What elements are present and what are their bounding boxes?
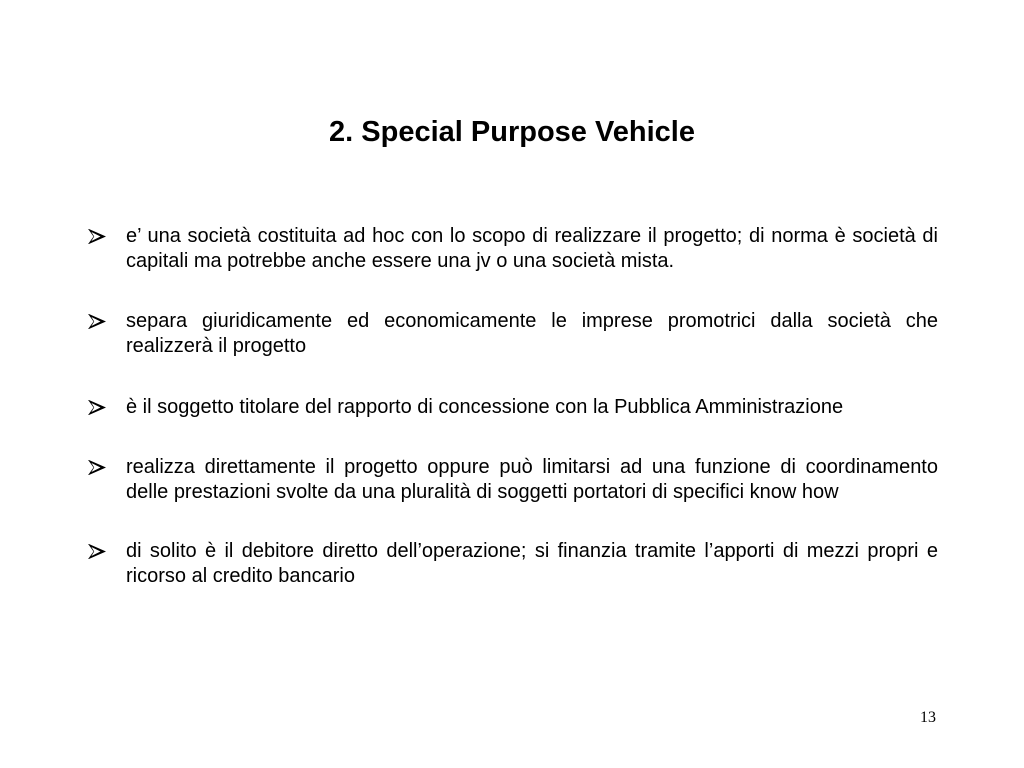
bullet-item xyxy=(88,395,938,420)
bullet-text: realizza direttamente il progetto oppure può limitarsi ad una funzione di coordinamento delle prestazioni svolte da una pluralità di soggetti portatori di specifici know how xyxy=(126,456,938,503)
bullet-text: separa giuridicamente ed economicamente le imprese promotrici dalla società che realizzerà il progetto xyxy=(126,310,938,357)
arrowhead-bullet-icon xyxy=(88,224,108,249)
bullet-text: e’ una società costituita ad hoc con lo scopo di realizzare il progetto; di norma è società di capitali ma potrebbe anche essere una jv o una società mista. xyxy=(126,225,938,272)
arrowhead-bullet-icon xyxy=(88,455,108,480)
arrowhead-bullet-icon xyxy=(88,539,108,564)
bullet-item xyxy=(88,539,938,589)
bullet-item xyxy=(88,455,938,505)
arrowhead-bullet-icon xyxy=(88,395,108,420)
bullet-text: è il soggetto titolare del rapporto di concessione con la Pubblica Amministrazione xyxy=(126,396,844,418)
bullet-list xyxy=(88,224,938,624)
bullet-item xyxy=(88,309,938,359)
page-number: 13 xyxy=(920,709,936,726)
arrowhead-bullet-icon xyxy=(88,309,108,334)
slide-title: 2. Special Purpose Vehicle xyxy=(329,116,695,148)
bullet-text: di solito è il debitore diretto dell’operazione; si finanzia tramite l’apporti di mezzi propri e ricorso al credito bancario xyxy=(126,540,938,587)
bullet-item xyxy=(88,224,938,274)
